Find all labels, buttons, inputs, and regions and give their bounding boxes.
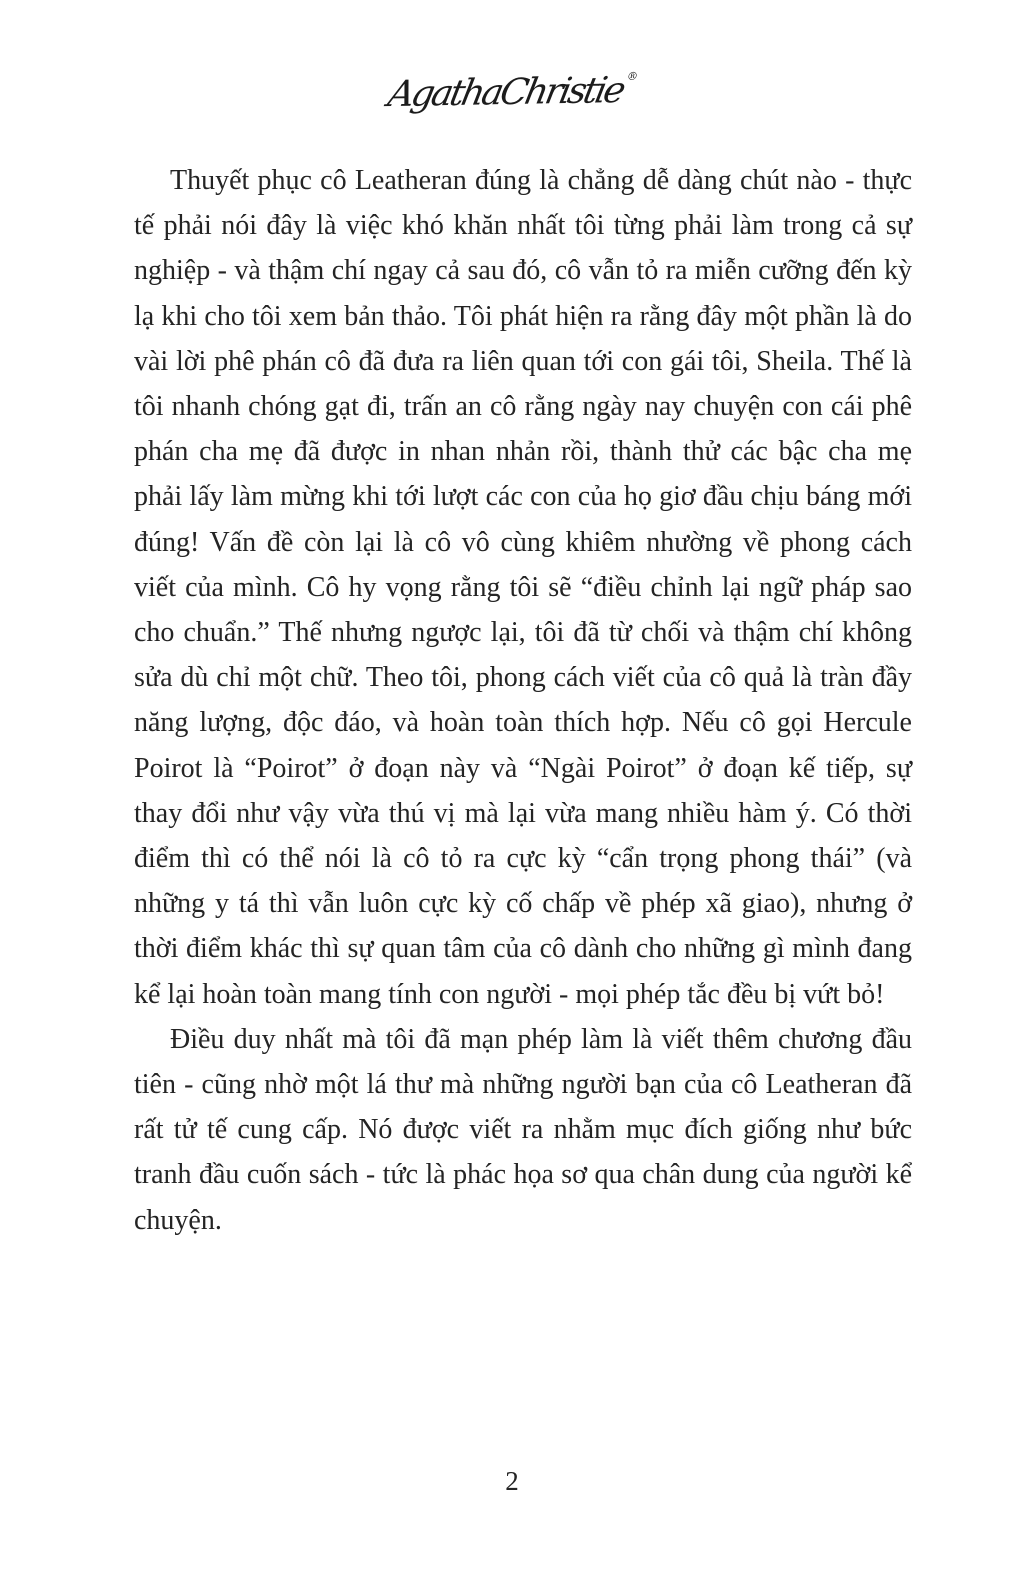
- paragraph-2: Điều duy nhất mà tôi đã mạn phép làm là viết thêm chương đầu tiên - cũng nhờ một lá thư mà những người bạn của cô Leatheran đã rất tử tế cung cấp. Nó được viết ra nhằm mục đích giống như bức tranh đầu cuốn sách - tức là phác họa sơ qua chân dung của người kể chuyện.: [134, 1023, 912, 1236]
- registered-trademark-icon: ®: [625, 69, 640, 84]
- agatha-christie-signature: [385, 70, 640, 115]
- paragraph-1: Thuyết phục cô Leatheran đúng là chẳng dễ dàng chút nào - thực tế phải nói đây là việc khó khăn nhất tôi từng phải làm trong cả sự nghiệp - và thậm chí ngay cả sau đó, cô vẫn tỏ ra miễn cưỡng đến kỳ lạ khi cho tôi xem bản thảo. Tôi phát hiện ra rằng đây một phần là do vài lời phê phán cô đã đưa ra liên quan tới con gái tôi, Sheila. Thế là tôi nhanh chóng gạt đi, trấn an cô rằng ngày nay chuyện con cái phê phán cha mẹ đã được in nhan nhản rồi, thành thử các bậc cha mẹ phải lấy làm mừng khi tới lượt các con của họ giơ đầu chịu báng mới đúng! Vấn đề còn lại là cô vô cùng khiêm nhường về phong cách viết của mình. Cô hy vọng rằng tôi sẽ “điều chỉnh lại ngữ pháp sao cho chuẩn.” Thế nhưng ngược lại, tôi đã từ chối và thậm chí không sửa dù chỉ một chữ. Theo tôi, phong cách viết của cô quả là tràn đầy năng lượng, độc đáo, và hoàn toàn thích hợp. Nếu cô gọi Hercule Poirot là “Poirot” ở đoạn này và “Ngài Poirot” ở đoạn kế tiếp, sự thay đổi như vậy vừa thú vị mà lại vừa mang nhiều hàm ý. Có thời điểm thì có thể nói là cô tỏ ra cực kỳ “cẩn trọng phong thái” (và những y tá thì vẫn luôn cực kỳ cố chấp về phép xã giao), nhưng ở thời điểm khác thì sự quan tâm của cô dành cho những gì mình đang kể lại hoàn toàn mang tính con người - mọi phép tắc đều bị vứt bỏ!: [134, 165, 912, 1010]
- page-number: 2: [505, 1466, 519, 1496]
- publisher-logo: [0, 69, 1024, 116]
- signature-text: AgathaChristie: [384, 70, 627, 116]
- page-body: [134, 158, 912, 1243]
